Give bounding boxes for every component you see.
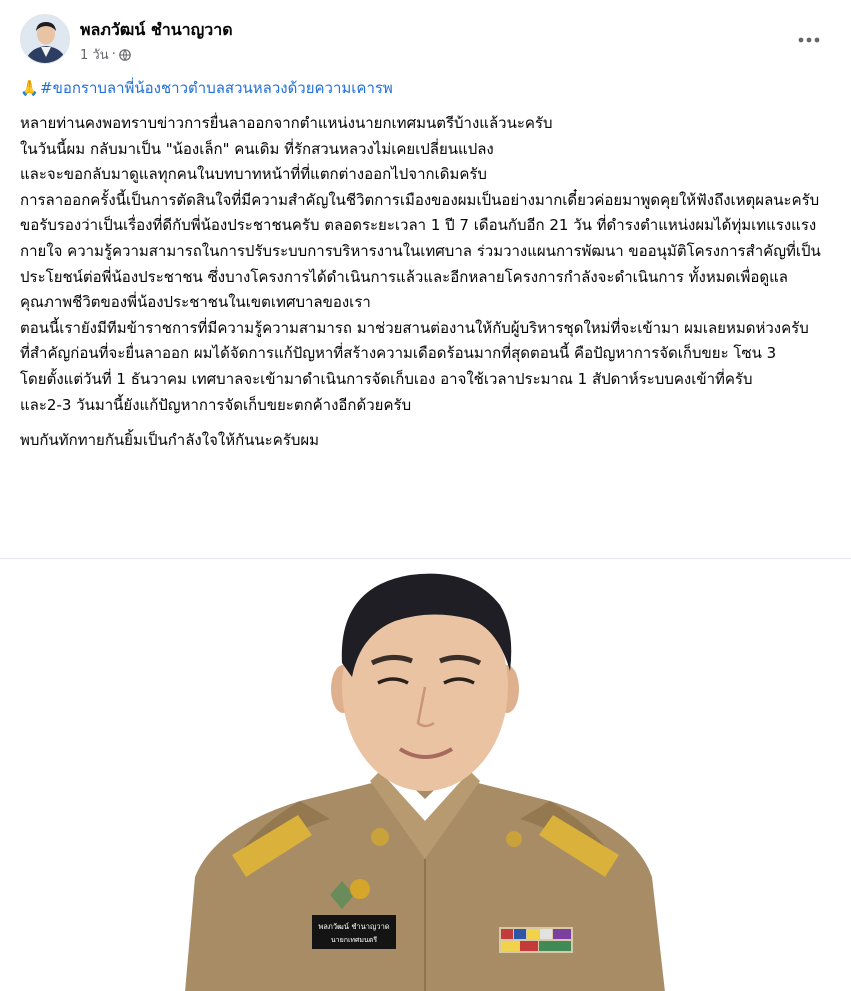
author-name[interactable]: พลภวัฒน์ ชำนาญวาด [80, 20, 233, 39]
post-paragraph: และจะขอกลับมาดูแลทุกคนในบทบาทหน้าที่ที่แตกต่างออกไปจากเดิมครับ [20, 165, 487, 184]
post-time[interactable]: 1 วัน [80, 48, 109, 63]
post-paragraph: และ2-3 วันมานี้ยังแก้ปัญหาการจัดเก็บขยะตกค้างอีกด้วยครับ [20, 395, 412, 414]
hashtag-link[interactable]: #ขอกราบลาพี่น้องชาวตำบลสวนหลวงด้วยความเคารพ [40, 79, 393, 97]
portrait-illustration [0, 559, 851, 991]
meta-separator: · [111, 47, 116, 62]
post-header [20, 14, 831, 66]
post-paragraph: ที่สำคัญก่อนที่จะยื่นลาออก ผมได้จัดการแก้ปัญหาที่สร้างความเดือดร้อนมากที่สุดตอนนี้ คือปัญหาการจัดเก็บขยะ โซน 3 [20, 344, 777, 363]
post-paragraph: การลาออกครั้งนี้เป็นการตัดสินใจที่มีความสำคัญในชีวิตการเมืองของผมเป็นอย่างมากเดี๋ยวค่อยมาพูดคุยให้ฟังถึงเหตุผลนะครับ ขอรับรองว่าเป็นเรื่องที่ดีกับพี่น้องประชาชนครับ ตลอดระยะเวลา 1 ปี 7 เดือนกับอีก 21 วัน ที่ดำรงตำแหน่งผมได้ทุ่มเทแรงแรงกายใจ ความรู้ความสามารถในการปรับระบบการบริหารงานในเทศบาล ร่วมวางแผนการพัฒนา ขออนุมัติโครงการสำคัญที่เป็นประโยชน์ต่อพี่น้องประชาชน ซึ่งบางโครงการได้ดำเนินการแล้วและอีกหลายโครงการกำลังจะดำเนินการ ทั้งหมดเพื่อดูแลคุณภาพชีวิตของพี่น้องประชาชนในเขตเทศบาลของเรา [20, 190, 821, 312]
more-options-button[interactable] [791, 22, 827, 58]
post-paragraph: โดยตั้งแต่วันที่ 1 ธันวาคม เทศบาลจะเข้ามาดำเนินการจัดเก็บเอง อาจใช้เวลาประมาณ 1 สัปดาห์ระบบคงเข้าที่ครับ [20, 369, 753, 388]
post-photo[interactable] [0, 558, 851, 991]
avatar[interactable] [20, 14, 70, 64]
avatar-photo [21, 15, 70, 64]
hashtag-line [20, 76, 832, 102]
post-paragraph: ตอนนี้เรายังมีทีมข้าราชการที่มีความรู้ความสามารถ มาช่วยสานต่องานให้กับผู้บริหารชุดใหม่ที่จะเข้ามา ผมเลยหมดห่วงครับ [20, 318, 809, 337]
praying-hands-icon: 🙏 [20, 79, 39, 97]
globe-icon[interactable] [119, 49, 131, 61]
more-dots-icon [798, 37, 820, 43]
badge-title: นายกเทศมนตรี [330, 936, 378, 944]
post-closing: พบกันทักทายกันยิ้มเป็นกำลังใจให้กันนะครับผม [20, 431, 320, 450]
badge-name: พลภวัฒน์ ชำนาญวาด [318, 922, 390, 931]
post-meta [80, 44, 131, 65]
post-paragraph: หลายท่านคงพอทราบข่าวการยื่นลาออกจากตำแหน่งนายกเทศมนตรีบ้างแล้วนะครับ [20, 114, 553, 132]
post-body [20, 76, 832, 454]
post-paragraph: ในวันนี้ผม กลับมาเป็น "น้องเล็ก" คนเดิม ที่รักสวนหลวงไม่เคยเปลี่ยนแปลง [20, 139, 494, 158]
